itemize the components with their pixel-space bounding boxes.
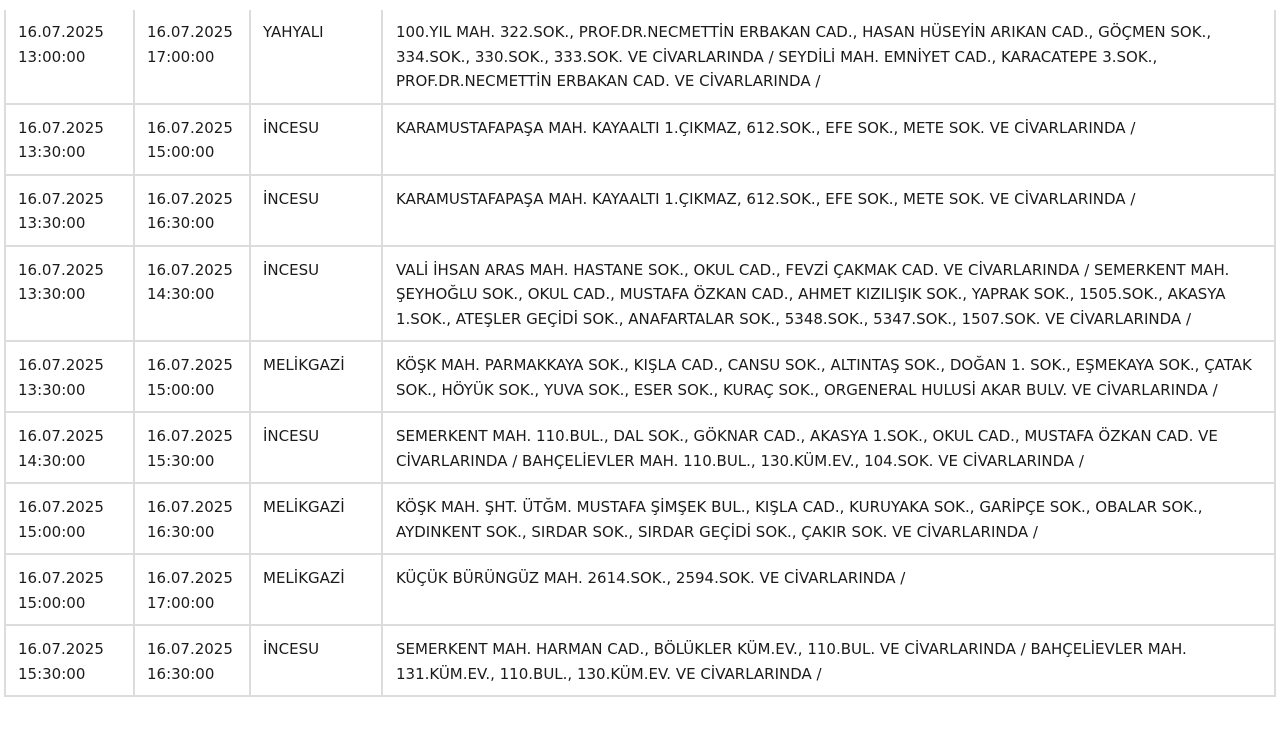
end-time: 15:00:00: [147, 380, 215, 399]
end-time: 17:00:00: [147, 593, 215, 612]
start-time: 15:30:00: [18, 664, 86, 683]
start-date: 16.07.2025: [18, 23, 104, 41]
outage-table: [4, 10, 1276, 697]
table-row: [4, 626, 1276, 697]
start-date: 16.07.2025: [18, 118, 104, 137]
district-cell: [249, 626, 381, 697]
district-cell: [249, 247, 381, 343]
start-date: 16.07.2025: [18, 640, 104, 658]
district: YAHYALI: [263, 23, 324, 41]
address-cell: [381, 10, 1276, 105]
start-cell: [4, 342, 133, 413]
address-text: VALİ İHSAN ARAS MAH. HASTANE SOK., OKUL CAD., FEVZİ ÇAKMAK CAD. VE CİVARLARINDA / SEMERKENT MAH. ŞEYHOĞLU SOK., OKUL CAD., MUSTAFA ÖZKAN CAD., AHMET KIZILIŞIK SOK., YAPRAK SOK., 1505.SOK., AKASYA 1.SOK., ATEŞLER GEÇİDİ SOK., ANAFARTALAR SOK., 5348.SOK., 5347.SOK., 1507.SOK. VE CİVARLARINDA /: [396, 260, 1230, 328]
end-date: 16.07.2025: [147, 427, 233, 445]
district-cell: [249, 176, 381, 247]
district: MELİKGAZİ: [263, 498, 345, 516]
address-cell: [381, 413, 1276, 484]
end-cell: [133, 10, 249, 105]
end-time: 16:30:00: [147, 214, 215, 232]
end-date: 16.07.2025: [147, 118, 233, 137]
start-time: 14:30:00: [18, 451, 86, 470]
end-cell: [133, 555, 249, 626]
start-time: 13:30:00: [18, 380, 86, 399]
address-cell: [381, 555, 1276, 626]
address-text: KÖŞK MAH. PARMAKKAYA SOK., KIŞLA CAD., CANSU SOK., ALTINTAŞ SOK., DOĞAN 1. SOK., EŞMEKAYA SOK., ÇATAK SOK., HÖYÜK SOK., YUVA SOK., ESER SOK., KURAÇ SOK., ORGENERAL HULUSİ AKAR BULV. VE CİVARLARINDA /: [396, 356, 1252, 399]
end-cell: [133, 176, 249, 247]
address-cell: [381, 105, 1276, 176]
address-cell: [381, 626, 1276, 697]
start-cell: [4, 247, 133, 343]
end-time: 16:30:00: [147, 664, 215, 683]
district: İNCESU: [263, 189, 320, 208]
address-text: SEMERKENT MAH. HARMAN CAD., BÖLÜKLER KÜM.EV., 110.BUL. VE CİVARLARINDA / BAHÇELİEVLER MAH. 131.KÜM.EV., 110.BUL., 130.KÜM.EV. VE CİVARLARINDA /: [396, 640, 1187, 683]
end-cell: [133, 484, 249, 555]
start-cell: [4, 484, 133, 555]
address-cell: [381, 176, 1276, 247]
district-cell: [249, 105, 381, 176]
start-date: 16.07.2025: [18, 427, 104, 445]
start-time: 13:30:00: [18, 214, 86, 232]
table-row: [4, 413, 1276, 484]
table-row: [4, 555, 1276, 626]
end-date: 16.07.2025: [147, 356, 233, 374]
address-text: SEMERKENT MAH. 110.BUL., DAL SOK., GÖKNAR CAD., AKASYA 1.SOK., OKUL CAD., MUSTAFA ÖZKAN CAD. VE CİVARLARINDA / BAHÇELİEVLER MAH. 110.BUL., 130.KÜM.EV., 104.SOK. VE CİVARLARINDA /: [396, 427, 1218, 470]
district: İNCESU: [263, 260, 320, 279]
end-time: 14:30:00: [147, 285, 215, 303]
outage-table-body: [4, 10, 1276, 697]
district: MELİKGAZİ: [263, 356, 345, 374]
start-cell: [4, 176, 133, 247]
table-row: [4, 10, 1276, 105]
table-row: [4, 342, 1276, 413]
district-cell: [249, 484, 381, 555]
start-time: 15:00:00: [18, 593, 86, 612]
district: İNCESU: [263, 118, 320, 137]
end-time: 16:30:00: [147, 522, 215, 541]
start-cell: [4, 626, 133, 697]
start-date: 16.07.2025: [18, 189, 104, 208]
table-row: [4, 484, 1276, 555]
end-date: 16.07.2025: [147, 569, 233, 587]
district-cell: [249, 10, 381, 105]
end-cell: [133, 247, 249, 343]
end-date: 16.07.2025: [147, 640, 233, 658]
address-cell: [381, 484, 1276, 555]
start-date: 16.07.2025: [18, 356, 104, 374]
start-date: 16.07.2025: [18, 498, 104, 516]
start-date: 16.07.2025: [18, 260, 104, 279]
address-text: KÖŞK MAH. ŞHT. ÜTĞM. MUSTAFA ŞİMŞEK BUL., KIŞLA CAD., KURUYAKA SOK., GARİPÇE SOK., OBALAR SOK., AYDINKENT SOK., SIRDAR SOK., SIRDAR GEÇİDİ SOK., ÇAKIR SOK. VE CİVARLARINDA /: [396, 498, 1203, 541]
address-text: KARAMUSTAFAPAŞA MAH. KAYAALTI 1.ÇIKMAZ, 612.SOK., EFE SOK., METE SOK. VE CİVARLARINDA /: [396, 118, 1136, 137]
start-time: 13:00:00: [18, 47, 86, 66]
address-cell: [381, 247, 1276, 343]
table-row: [4, 247, 1276, 343]
table-row: [4, 176, 1276, 247]
start-cell: [4, 413, 133, 484]
end-cell: [133, 342, 249, 413]
district: İNCESU: [263, 640, 320, 658]
address-cell: [381, 342, 1276, 413]
district-cell: [249, 342, 381, 413]
end-time: 15:30:00: [147, 451, 215, 470]
end-date: 16.07.2025: [147, 23, 233, 41]
end-time: 15:00:00: [147, 143, 215, 161]
table-row: [4, 105, 1276, 176]
start-cell: [4, 555, 133, 626]
district: MELİKGAZİ: [263, 569, 345, 587]
start-time: 13:30:00: [18, 285, 86, 303]
district: İNCESU: [263, 427, 320, 445]
start-cell: [4, 10, 133, 105]
district-cell: [249, 555, 381, 626]
district-cell: [249, 413, 381, 484]
end-time: 17:00:00: [147, 47, 215, 66]
end-date: 16.07.2025: [147, 189, 233, 208]
start-time: 15:00:00: [18, 522, 86, 541]
start-time: 13:30:00: [18, 143, 86, 161]
end-cell: [133, 105, 249, 176]
end-cell: [133, 413, 249, 484]
start-date: 16.07.2025: [18, 569, 104, 587]
start-cell: [4, 105, 133, 176]
end-cell: [133, 626, 249, 697]
address-text: 100.YIL MAH. 322.SOK., PROF.DR.NECMETTİN ERBAKAN CAD., HASAN HÜSEYİN ARIKAN CAD., GÖÇMEN SOK., 334.SOK., 330.SOK., 333.SOK. VE CİVARLARINDA / SEYDİLİ MAH. EMNİYET CAD., KARACATEPE 3.SOK., PROF.DR.NECMETTİN ERBAKAN CAD. VE CİVARLARINDA /: [396, 23, 1212, 90]
end-date: 16.07.2025: [147, 498, 233, 516]
end-date: 16.07.2025: [147, 260, 233, 279]
address-text: KÜÇÜK BÜRÜNGÜZ MAH. 2614.SOK., 2594.SOK. VE CİVARLARINDA /: [396, 569, 906, 587]
address-text: KARAMUSTAFAPAŞA MAH. KAYAALTI 1.ÇIKMAZ, 612.SOK., EFE SOK., METE SOK. VE CİVARLARINDA /: [396, 189, 1136, 208]
